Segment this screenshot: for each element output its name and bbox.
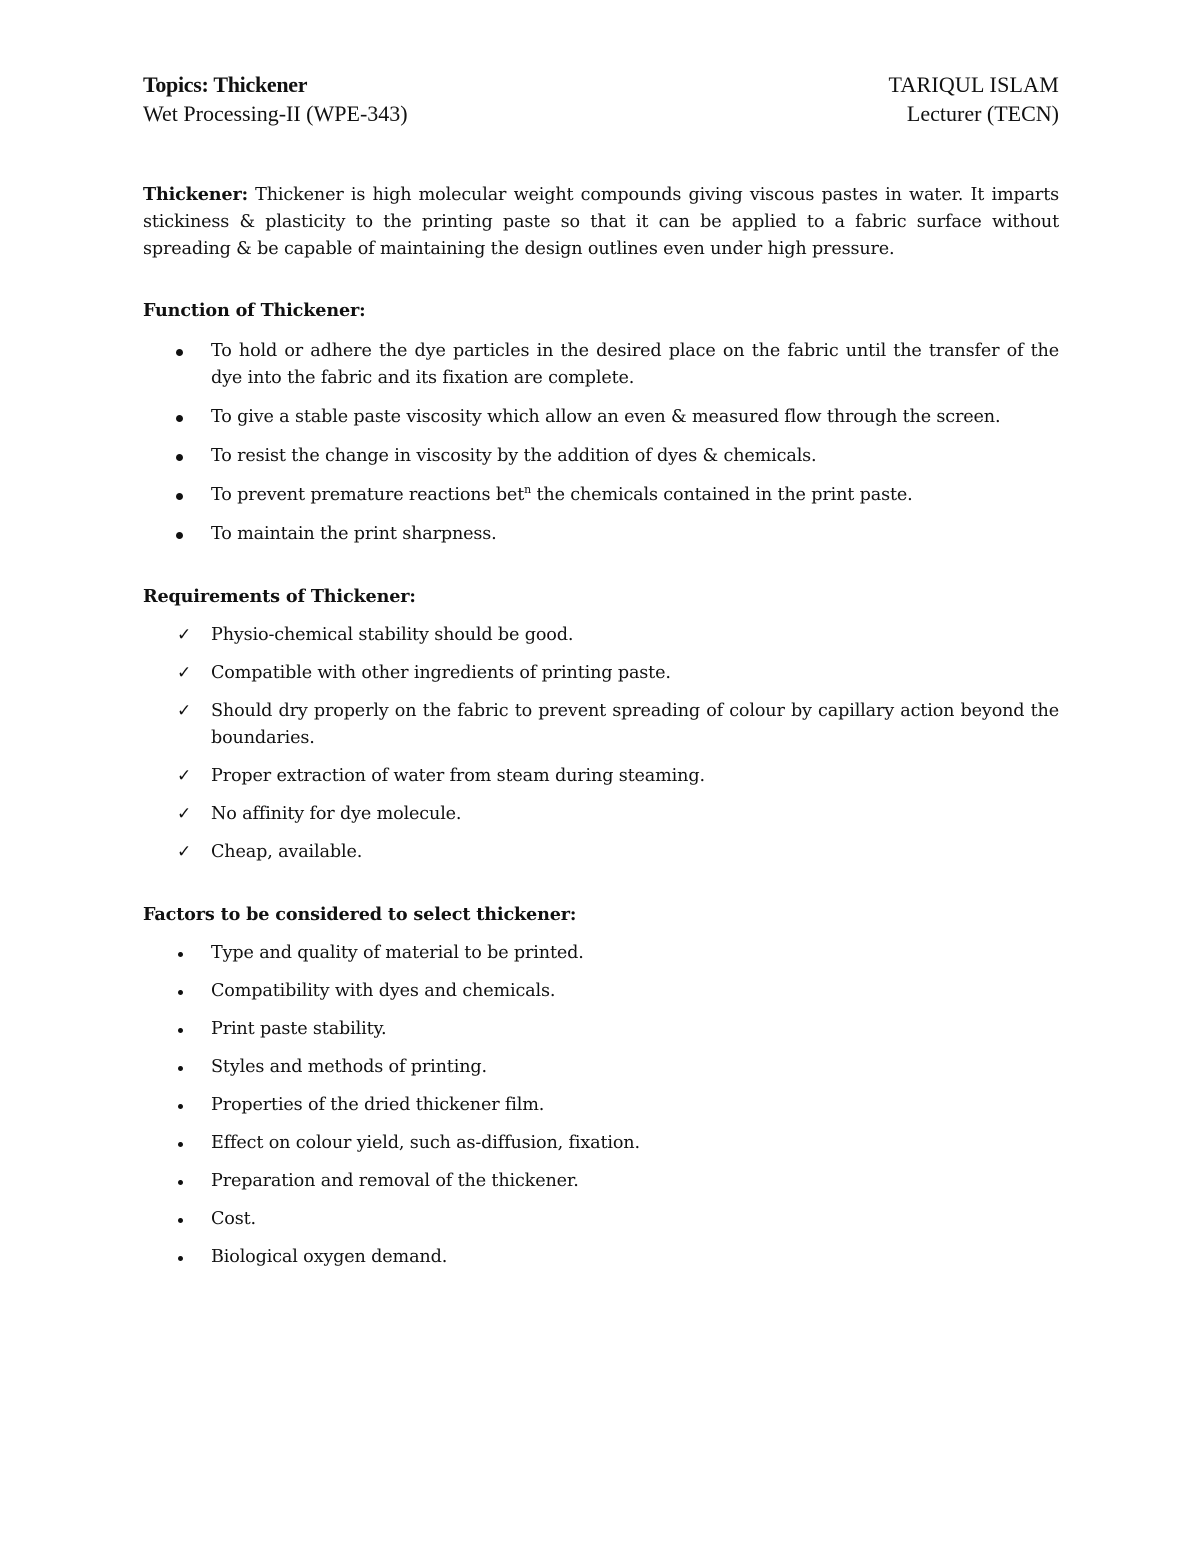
list-item-text: No affinity for dye molecule. xyxy=(211,804,462,824)
list-item xyxy=(143,1206,1059,1233)
list-item xyxy=(143,443,1059,470)
list-item-text: Effect on colour yield, such as-diffusion, fixation. xyxy=(211,1133,640,1153)
checkmark-icon: ✓ xyxy=(177,625,192,645)
list-item xyxy=(143,1244,1059,1271)
list-item xyxy=(143,1130,1059,1157)
list-item-text: To resist the change in viscosity by the addition of dyes & chemicals. xyxy=(211,446,817,466)
list-item xyxy=(143,1092,1059,1119)
list-item-text: Biological oxygen demand. xyxy=(211,1247,448,1267)
topic-title: Topics: Thickener xyxy=(143,72,308,97)
list-item-text: Should dry properly on the fabric to prevent spreading of colour by capillary action beyond the boundaries. xyxy=(211,701,1059,748)
intro-text: Thickener is high molecular weight compounds giving viscous pastes in water. It imparts stickiness & plasticity to the printing paste so that it can be applied to a fabric surface without spreading & be capable of maintaining the design outlines even under high pressure. xyxy=(143,185,1059,259)
list-item xyxy=(143,622,1059,649)
factors-list xyxy=(143,940,1059,1271)
checkmark-icon: ✓ xyxy=(177,766,192,786)
list-item-text: To prevent premature reactions bet xyxy=(211,485,525,505)
list-item-text: To hold or adhere the dye particles in the desired place on the fabric until the transfer of the dye into the fabric and its fixation are complete. xyxy=(211,341,1059,388)
list-item xyxy=(143,763,1059,790)
header-row-1 xyxy=(143,70,1059,99)
function-list xyxy=(143,338,1059,548)
list-item xyxy=(143,521,1059,548)
list-item-text: Print paste stability. xyxy=(211,1019,387,1039)
course-name: Wet Processing-II (WPE-343) xyxy=(143,101,408,126)
list-item-text: Compatibility with dyes and chemicals. xyxy=(211,981,556,1001)
list-item-text: Properties of the dried thickener film. xyxy=(211,1095,545,1115)
list-item-text: Physio-chemical stability should be good. xyxy=(211,625,574,645)
list-item xyxy=(143,338,1059,392)
list-item-text: Proper extraction of water from steam during steaming. xyxy=(211,766,705,786)
list-item xyxy=(143,698,1059,752)
intro-paragraph xyxy=(143,181,1059,263)
list-item-text: Cheap, available. xyxy=(211,842,363,862)
list-item-text: Styles and methods of printing. xyxy=(211,1057,487,1077)
page-header xyxy=(143,70,1059,128)
list-item-text: Cost. xyxy=(211,1209,256,1229)
list-item-text: Type and quality of material to be printed. xyxy=(211,943,584,963)
list-item xyxy=(143,482,1059,509)
factors-heading: Factors to be considered to select thickener: xyxy=(143,904,577,925)
list-item xyxy=(143,1168,1059,1195)
list-item xyxy=(143,1054,1059,1081)
list-item xyxy=(143,801,1059,828)
list-item-text: To maintain the print sharpness. xyxy=(211,524,497,544)
author-designation: Lecturer (TECN) xyxy=(906,101,1059,126)
document-body xyxy=(143,181,1059,1282)
list-item xyxy=(143,839,1059,866)
checkmark-icon: ✓ xyxy=(177,804,192,824)
list-item xyxy=(143,1016,1059,1043)
requirements-heading: Requirements of Thickener: xyxy=(143,586,416,607)
function-heading: Function of Thickener: xyxy=(143,300,366,321)
requirements-list xyxy=(143,622,1059,866)
checkmark-icon: ✓ xyxy=(177,842,192,862)
author-name: TARIQUL ISLAM xyxy=(888,72,1059,97)
checkmark-icon: ✓ xyxy=(177,663,192,683)
header-row-2 xyxy=(143,99,1059,128)
list-item-text-rest: the chemicals contained in the print paste. xyxy=(531,485,913,505)
list-item-text: Compatible with other ingredients of printing paste. xyxy=(211,663,671,683)
list-item xyxy=(143,404,1059,431)
list-item xyxy=(143,940,1059,967)
list-item-text: To give a stable paste viscosity which allow an even & measured flow through the screen. xyxy=(211,407,1001,427)
list-item xyxy=(143,978,1059,1005)
checkmark-icon: ✓ xyxy=(177,701,192,721)
list-item xyxy=(143,660,1059,687)
intro-term: Thickener: xyxy=(143,184,248,205)
superscript: n xyxy=(524,483,532,497)
list-item-text: Preparation and removal of the thickener. xyxy=(211,1171,579,1191)
